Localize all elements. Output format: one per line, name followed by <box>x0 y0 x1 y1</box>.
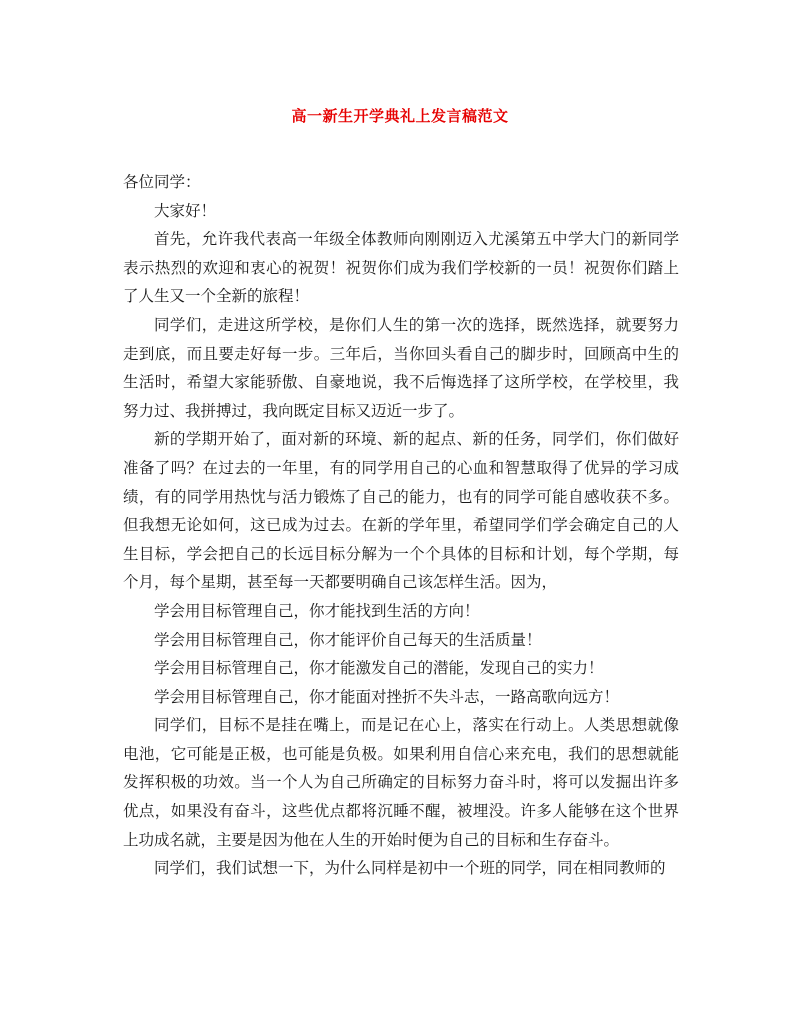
paragraph-new-semester: 新的学期开始了，面对新的环境、新的起点、新的任务，同学们，你们做好准备了吗？在过去的一年里，有的同学用自己的心血和智慧取得了优异的学习成绩，有的同学用热忱与活力锻炼了自己的能力，也有的同学可能自感收获不多。但我想无论如何，这已成为过去。在新的学年里，希望同学们学会确定自己的人生目标，学会把自己的长远目标分解为一个个具体的目标和计划，每个学期，每个月，每个星期，甚至每一天都要明确自己该怎样生活。因为， <box>123 430 679 592</box>
paragraph-welcome: 首先，允许我代表高一年级全体教师向刚刚迈入尤溪第五中学大门的新同学表示热烈的欢迎和衷心的祝贺！祝贺你们成为我们学校新的一员！祝贺你们踏上了人生又一个全新的旅程！ <box>123 230 679 306</box>
goal-line-quality: 学会用目标管理自己，你才能评价自己每天的生活质量！ <box>154 630 542 649</box>
paragraph-choice: 同学们，走进这所学校，是你们人生的第一次的选择，既然选择，就要努力走到底，而且要走好每一步。三年后，当你回头看自己的脚步时，回顾高中生的生活时，希望大家能骄傲、自豪地说，我不后悔选择了这所学校，在学校里，我努力过、我拼搏过，我向既定目标又迈近一步了。 <box>123 315 679 420</box>
document-title: 高一新生开学典礼上发言稿范文 <box>291 107 509 125</box>
greeting: 大家好！ <box>154 201 217 220</box>
paragraph-comparison: 同学们，我们试想一下，为什么同样是初中一个班的同学，同在相同教师的 <box>154 859 666 878</box>
document-body <box>123 168 679 883</box>
goal-line-direction: 学会用目标管理自己，你才能找到生活的方向！ <box>154 601 480 620</box>
goal-line-potential: 学会用目标管理自己，你才能激发自己的潜能，发现自己的实力！ <box>154 659 604 678</box>
paragraph-action: 同学们，目标不是挂在嘴上，而是记在心上，落实在行动上。人类思想就像电池，它可能是正极，也可能是负极。如果利用自信心来充电，我们的思想就能发挥积极的功效。当一个人为自己所确定的目标努力奋斗时，将可以发掘出许多优点，如果没有奋斗，这些优点都将沉睡不醒，被埋没。许多人能够在这个世界上功成名就，主要是因为他在人生的开始时便为自己的目标和生存奋斗。 <box>123 716 679 849</box>
salutation: 各位同学： <box>123 173 201 191</box>
goal-line-setbacks: 学会用目标管理自己，你才能面对挫折不失斗志，一路高歌向远方！ <box>154 687 620 706</box>
